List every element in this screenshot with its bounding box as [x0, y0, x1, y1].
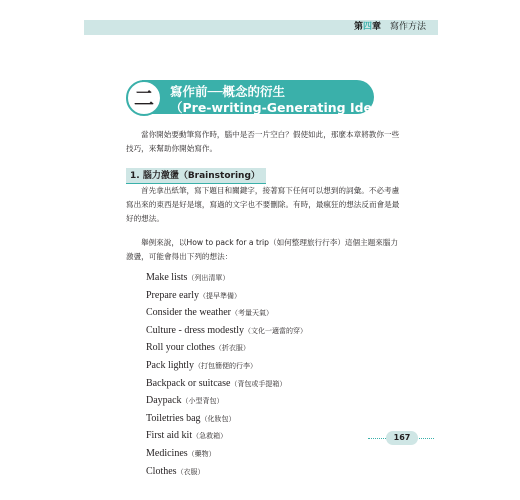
- list-item: Prepare early（提早準備）: [146, 289, 242, 301]
- list-item: Medicines（藥物）: [146, 447, 216, 459]
- section-number-badge: 二: [126, 80, 162, 116]
- list-item: Clothes（衣服）: [146, 465, 205, 477]
- page-number: 167: [386, 431, 418, 445]
- list-item: Backpack or suitcase（背包或手提箱）: [146, 377, 287, 389]
- list-item: Consider the weather（考量天氣）: [146, 307, 273, 319]
- list-item: Daypack（小型背包）: [146, 395, 224, 407]
- ideas-list: [146, 266, 307, 477]
- list-item: Roll your clothes（折衣服）: [146, 342, 250, 354]
- list-item: Toiletries bag（化妝包）: [146, 412, 236, 424]
- list-item: Culture - dress modestly（文化一適當的穿）: [146, 324, 308, 336]
- subsection-heading: 1. 腦力激盪（Brainstoring）: [126, 168, 266, 184]
- list-item: First aid kit（急救箱）: [146, 430, 228, 442]
- running-header: [354, 20, 426, 35]
- example-paragraph: 舉例來說，以How to pack for a trip（如何整理旅行行李）這個主題來腦力激盪，可能會得出下列的想法：: [126, 238, 399, 261]
- list-item: Pack lightly（打包簡便的行李）: [146, 359, 258, 371]
- chapter-label: 第四章: [353, 22, 381, 32]
- section-title-line1: 寫作前──概念的衍生: [170, 84, 286, 99]
- section-title: [126, 80, 401, 118]
- brainstorm-paragraph: 首先拿出紙筆，寫下題目和關鍵字，接著寫下任何可以想到的詞彙。不必考慮寫出來的東西是好是壞，寫過的文字也不要刪除。有時，最瘋狂的想法反而會是最好的想法。: [126, 186, 400, 223]
- section-title-line2: （Pre-writing-Generating Ideas）: [170, 100, 401, 115]
- intro-paragraph: 當你開始要動筆寫作時，腦中是否一片空白？假使如此，那麼本章將教你一些技巧，來幫助你開始寫作。: [126, 130, 400, 153]
- chapter-title: 寫作方法: [389, 22, 426, 32]
- chapter-number: 四: [362, 22, 372, 32]
- list-item: Make lists（列出清單）: [146, 272, 230, 283]
